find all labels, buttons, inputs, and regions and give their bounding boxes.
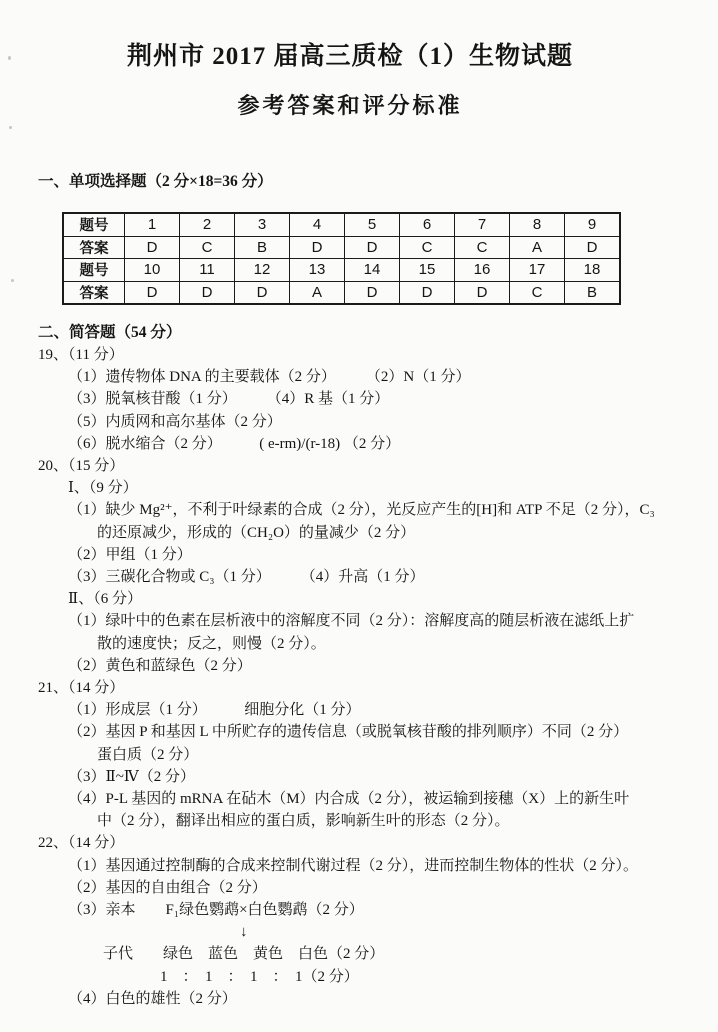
section1-heading: 一、单项选择题（2 分×18=36 分） xyxy=(38,173,273,190)
table-cell: B xyxy=(235,236,290,259)
answer-line: （1）缺少 Mg²⁺，不利于叶绿素的合成（2 分），光反应产生的[H]和 ATP 不足（2 分），C₃ xyxy=(68,502,655,519)
table-row-header: 答案 xyxy=(63,281,125,304)
table-row xyxy=(63,259,620,282)
table-cell: C xyxy=(180,236,235,259)
answer-line: （1）绿叶中的色素在层析液中的溶解度不同（2 分）：溶解度高的随层析液在滤纸上扩 xyxy=(68,613,635,630)
table-row-header: 答案 xyxy=(63,236,125,259)
table-cell: 6 xyxy=(400,213,455,236)
answer-line: （2）基因的自由组合（2 分） xyxy=(68,879,267,896)
answer-line: 蛋白质（2 分） xyxy=(97,746,199,763)
answer-line: （2）黄色和蓝绿色（2 分） xyxy=(68,657,252,674)
table-cell: 18 xyxy=(565,259,621,282)
table-cell: D xyxy=(455,281,510,304)
question-block xyxy=(38,455,662,677)
table-cell: D xyxy=(345,236,400,259)
question-block xyxy=(38,344,662,455)
answer-line: （1）形成层（1 分） 细胞分化（1 分） xyxy=(68,702,361,719)
table-cell: 5 xyxy=(345,213,400,236)
scan-speck xyxy=(9,126,12,129)
table-cell: A xyxy=(290,281,345,304)
table-cell: D xyxy=(290,236,345,259)
scan-speck xyxy=(8,56,11,60)
answer-line: 的还原减少，形成的（CH₂O）的量减少（2 分） xyxy=(97,524,416,541)
question-block xyxy=(38,832,662,1010)
answer-line: （4）白色的雄性（2 分） xyxy=(68,990,237,1007)
section2-heading: 二、简答题（54 分） xyxy=(38,324,182,341)
table-cell: 11 xyxy=(180,259,235,282)
table-row-header: 题号 xyxy=(63,213,125,236)
answer-line: 散的速度快；反之，则慢（2 分）。 xyxy=(97,635,326,652)
table-cell: D xyxy=(125,281,180,304)
answer-line: （4）P-L 基因的 mRNA 在砧木（M）内合成（2 分），被运输到接穗（X）上的新生叶 xyxy=(68,791,630,808)
answer-line: Ⅰ、（9 分） xyxy=(68,480,138,497)
table-row xyxy=(63,281,620,304)
table-cell: D xyxy=(235,281,290,304)
table-cell: 9 xyxy=(565,213,621,236)
answer-line: （5）内质网和高尔基体（2 分） xyxy=(68,413,282,430)
table-cell: D xyxy=(565,236,621,259)
table-cell: 8 xyxy=(510,213,565,236)
answer-line: （3）三碳化合物或 C₃（1 分） （4）升高（1 分） xyxy=(68,569,425,586)
table-cell: D xyxy=(180,281,235,304)
answer-line: （3）Ⅱ~Ⅳ（2 分） xyxy=(68,768,196,785)
table-cell: 14 xyxy=(345,259,400,282)
table-cell: 7 xyxy=(455,213,510,236)
table-cell: C xyxy=(400,236,455,259)
table-cell: 2 xyxy=(180,213,235,236)
answer-line: （6）脱水缩合（2 分） ( e-rm)/(r-18) （2 分） xyxy=(68,435,401,452)
question-block xyxy=(38,677,662,832)
table-cell: C xyxy=(510,281,565,304)
question-label: 22、（14 分） xyxy=(38,835,125,852)
answer-key-table xyxy=(62,212,621,305)
document-title: 荆州市 2017 届高三质检（1）生物试题 xyxy=(126,43,573,70)
answer-line: （3）亲本 F₁绿色鹦鹉×白色鹦鹉（2 分） xyxy=(68,902,364,919)
table-cell: 12 xyxy=(235,259,290,282)
table-row-header: 题号 xyxy=(63,259,125,282)
question-label: 21、（14 分） xyxy=(38,680,125,697)
scan-speck xyxy=(11,279,14,282)
answer-line: 子代 绿色 蓝色 黄色 白色（2 分） xyxy=(103,946,385,963)
answer-line: 中（2 分），翻译出相应的蛋白质，影响新生叶的形态（2 分）。 xyxy=(97,813,510,830)
answer-line: （3）脱氧核苷酸（1 分） （4）R 基（1 分） xyxy=(68,391,390,408)
down-arrow-icon: ↓ xyxy=(240,924,248,941)
table-cell: 15 xyxy=(400,259,455,282)
table-row xyxy=(63,236,620,259)
table-cell: 17 xyxy=(510,259,565,282)
table-cell: 16 xyxy=(455,259,510,282)
question-label: 20、（15 分） xyxy=(38,458,125,475)
table-cell: A xyxy=(510,236,565,259)
table-row xyxy=(63,213,620,236)
answer-line: （1）遗传物体 DNA 的主要载体（2 分） （2）N（1 分） xyxy=(68,369,471,386)
table-cell: D xyxy=(345,281,400,304)
table-cell: 10 xyxy=(125,259,180,282)
answer-line: 1 ： 1 ： 1 ： 1（2 分） xyxy=(160,968,359,985)
question-label: 19、（11 分） xyxy=(38,347,124,363)
table-cell: B xyxy=(565,281,621,304)
answer-line: Ⅱ、（6 分） xyxy=(68,591,142,608)
questions xyxy=(38,344,662,1010)
table-cell: D xyxy=(125,236,180,259)
answer-line: （2）基因 P 和基因 L 中所贮存的遗传信息（或脱氧核苷酸的排列顺序）不同（2 分） xyxy=(68,724,629,741)
table-cell: 13 xyxy=(290,259,345,282)
answer-table-body xyxy=(63,213,620,304)
document-subtitle: 参考答案和评分标准 xyxy=(237,93,463,118)
table-cell: 3 xyxy=(235,213,290,236)
table-cell: C xyxy=(455,236,510,259)
table-cell: D xyxy=(400,281,455,304)
answer-line: （1）基因通过控制酶的合成来控制代谢过程（2 分），进而控制生物体的性状（2 分）。 xyxy=(68,857,639,874)
answer-line: （2）甲组（1 分） xyxy=(68,546,192,563)
table-cell: 1 xyxy=(125,213,180,236)
table-cell: 4 xyxy=(290,213,345,236)
